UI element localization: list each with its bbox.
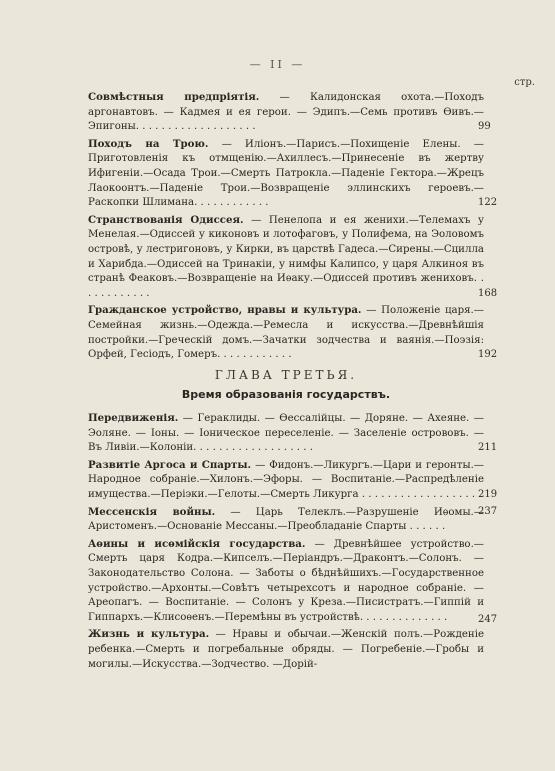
toc-entry-page: 192 [478,349,498,361]
toc-entry-page: 99 [478,121,491,133]
toc-entry-text: — Положеніе царя.—Семейная жизнь.—Одежда.—Ремесла и искусства.—Древнѣйшія постройки.—Греческій домъ.—Зачатки зодчества и ваянія.—Поэзія: Орфей, Гесіодъ, Гомеръ. . . . . . . . . . . . [88,305,484,361]
toc-entry [88,537,498,626]
toc-entry-title: Странствованія Одиссея. [88,213,244,226]
toc-entry [88,213,498,302]
toc-entry-text: — Царь Телеклъ.—Разрушеніе Иѳомы.—Аристоменъ.—Основаніе Мессаны.—Преобладаніе Спарты . . . . . . [88,506,484,533]
toc-entry-text: — Нравы и обычаи.—Женскій полъ.—Рожденіе ребенка.—Смерть и погребальные обряды. — Погребеніе.—Гробы и могилы.—Искусства.—Зодчество. —Дорій- [88,629,484,670]
toc-entry-page: 211 [478,442,498,454]
toc-entry-title: Жизнь и культура. [88,628,210,641]
toc-entry-title: Передвиженія. [88,412,179,424]
toc-entry-text: — Гераклиды. — Ѳессалійцы. — Доряне. — Ахеяне. — Эоляне. — Іоны. — Іоническое переселеніе. — Заселеніе острововъ. — Въ Ливіи.—Колоніи. . . . . . . . . . . . . . . . . . . [88,413,484,454]
toc-entry [88,627,484,672]
chapter-title: Время образованія государствъ. [181,388,391,401]
toc-entry-page: 219 [478,488,498,500]
toc-entry [88,458,498,503]
toc-entry [88,303,498,362]
toc-entry-text: — Пенелопа и ея женихи.—Телемахъ у Менелая.—Одиссей у киконовъ и лотофаговъ, у Полифема, на Эоловомъ островѣ, у лестригоновъ, у Кирки, въ царствѣ Гадеса.—Сирены.—Сцилла и Харибда.—Одиссей на Тринакіи, у нимфы Калипсо, у царя Алкиноя въ странѣ Феаковъ.—Возвращеніе на Иѳаку.—Одиссей противъ жениховъ. . . . . . . . . . . . [88,214,484,299]
toc-entry-title: Походъ на Трою. [88,137,209,150]
toc-entry-title: Аѳины и исѳмійскія государства. [88,537,306,550]
toc-entry [88,137,498,211]
toc-entry [88,505,498,535]
page-folio: — II — [249,58,306,71]
toc-entry [88,411,498,456]
toc-entry-text: — Калидонская охота.—Походъ аргонавтовъ. — Кадмея и ея герои. — Эдипъ.—Семь противъ Ѳивъ.—Эпигоны. . . . . . . . . . . . . . . . . . . [88,92,484,133]
page-column-label: стр. [514,77,535,88]
toc-entry-text: — Древнѣйшее устройство.—Смерть царя Кодра.—Кипселъ.—Періандръ.—Драконтъ.—Солонъ. — Законодательство Солона. — Заботы о бѣднѣйшихъ.—Государственное устройство.—Архонты.—Совѣтъ четырехсотъ и народное собраніе. — Ареопагъ. — Воспитаніе. — Солонъ у Креза.—Писистратъ.—Гиппій и Гиппархъ.—Клисоѳенъ.—Перемѣны въ устройствѣ. . . . . . . . . . . . . . [88,538,484,623]
toc-entry-page: 247 [478,613,498,625]
toc-entry-page: 237 [478,505,498,517]
toc-entry-text: — Иліонъ.—Парисъ.—Похищеніе Елены. — Приготовленія къ отмщенію.—Ахиллесъ.—Принесеніе въ жертву Ифигеніи.—Осада Трои.—Смерть Патрокла.—Паденіе Гектора.—Жрецъ Лаокоонтъ.—Паденіе Трои.—Возвращеніе эллинскихъ героевъ.—Раскопки Шлимана. . . . . . . . . . . . [88,138,484,209]
toc-entry-title: Развитіе Аргоса и Спарты. [88,458,252,471]
toc-entry-title: Мессенскія войны. [88,505,216,518]
toc-section-after [88,411,498,674]
toc-section-before [88,90,498,365]
toc-entry-text: — Фидонъ.—Ликургъ.—Цари и геронты.—Народное собраніе.—Хилонъ.—Эфоры. — Воспитаніе.—Распредѣленіе имущества.—Періэки.—Гелоты.—Смерть Ликурга . . . . . . . . . . . . . . . . . . . [88,459,484,500]
toc-entry-title: Гражданское устройство, нравы и культура. [88,304,362,317]
toc-entry-page: 168 [478,287,498,299]
toc-entry-title: Совмѣстныя предпріятія. [88,91,260,103]
toc-entry [88,90,491,135]
chapter-label: ГЛАВА ТРЕТЬЯ. [214,368,358,382]
toc-entry-page: 122 [478,197,498,209]
